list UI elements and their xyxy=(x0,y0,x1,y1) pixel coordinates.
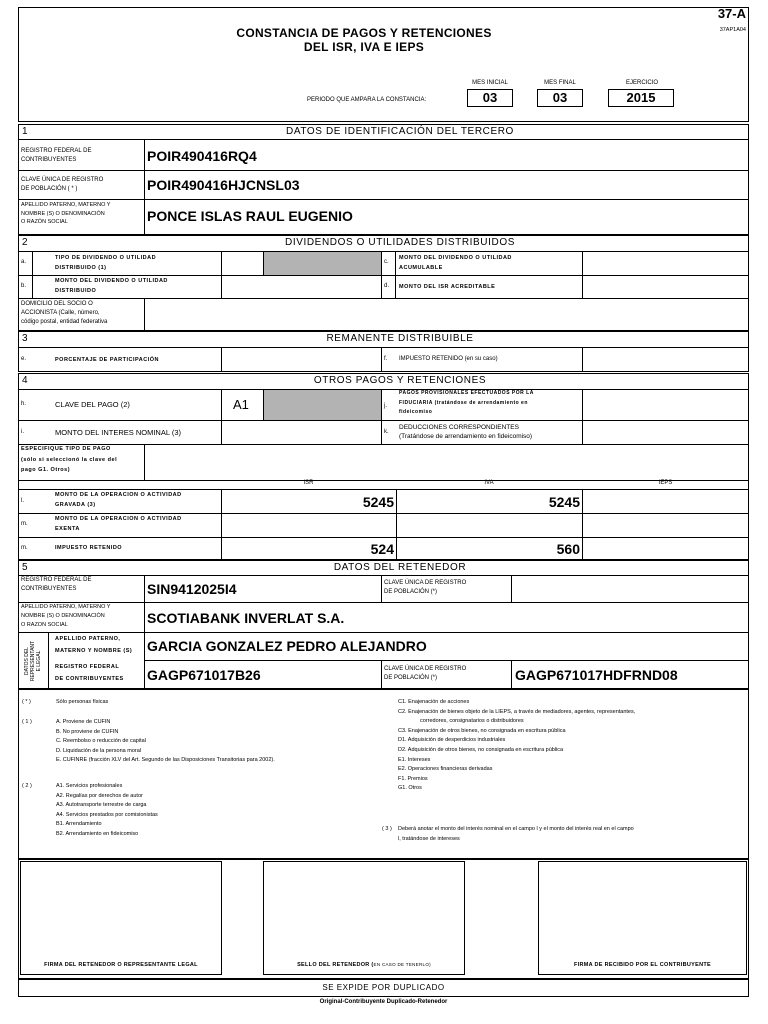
note-star-marker: ( * ) xyxy=(22,699,31,705)
section4-title: OTROS PAGOS Y RETENCIONES xyxy=(313,375,487,386)
ret-isr-value: 524 xyxy=(370,541,394,557)
note-right-item: D1. Adquisición de desperdicios industriales xyxy=(398,737,506,744)
col-isr-header: ISR xyxy=(303,480,314,486)
s1-rfc-label: REGISTRO FEDERAL DE CONTRIBUYENTES xyxy=(21,148,92,163)
l-iva-value: 5245 xyxy=(548,494,580,510)
s5-nombre-label: APELLIDO PATERNO, MATERNO Y NOMBRE (S) O DENOMINACIÓN O RAZON SOCIAL xyxy=(21,604,111,628)
ret-iva-value: 560 xyxy=(556,541,580,557)
b-label: MONTO DEL DIVIDENDO O UTILIDAD DISTRIBUIDO xyxy=(55,278,168,294)
note-right-item: E1. Intereses xyxy=(398,756,431,763)
mes-inicial-field xyxy=(467,89,513,107)
k-label: DEDUCCIONES CORRESPONDIENTES (Tratándose de arrendamiento en fideicomiso) xyxy=(399,424,533,440)
note2-item: B2. Arrendamiento en fideicomiso xyxy=(56,830,139,837)
form-title-line2: DEL ISR, IVA E IEPS xyxy=(303,40,425,54)
e-letter: e. xyxy=(21,356,27,362)
b-letter: b. xyxy=(21,283,27,289)
note-right-item: F1. Premios xyxy=(398,775,428,782)
note2-list xyxy=(56,782,158,840)
rep-curp-value: GAGP671017HDFRND08 xyxy=(515,667,678,683)
s1-curp-value: POIR490416HJCNSL03 xyxy=(147,177,300,193)
note1-item: A. Proviene de CUFIN xyxy=(56,719,111,725)
note-right-item: D2. Adquisición de otros bienes, no consignada en escritura pública xyxy=(398,746,564,753)
section3-title: REMANENTE DISTRIBUIBLE xyxy=(326,333,474,344)
note1-item: D. Liquidación de la persona moral xyxy=(56,747,141,754)
mes-final-field xyxy=(537,89,583,107)
note-right-item: C1. Enajenación de acciones xyxy=(398,699,470,705)
section2-number: 2 xyxy=(22,237,28,248)
signature-sello-small: EN CASO DE TENERLO) xyxy=(373,962,431,967)
note-right-list xyxy=(398,698,635,794)
note-right-item: C2. Enajenación de bienes objeto de la LIEPS, a través de mediadores, agentes, representantes, xyxy=(398,708,636,715)
note-right-item: G1. Otros xyxy=(398,785,422,792)
m1-letter: m. xyxy=(21,521,28,527)
note1-item: E. CUFINRE (fracción XLV del Art. Segundo de las Disposiciones Transitorias para 2002). xyxy=(56,757,275,764)
section5-title: DATOS DEL RETENEDOR xyxy=(333,562,467,573)
section1-number: 1 xyxy=(22,126,28,137)
section5-number: 5 xyxy=(22,562,28,573)
form-title-line1: CONSTANCIA DE PAGOS Y RETENCIONES xyxy=(236,26,492,40)
note3-text: Deberá anotar el monto del interés nominal en el campo l y el monto del interés real en el campo l, tratándose de intereses xyxy=(398,826,634,842)
s5-rfc-value: SIN9412025I4 xyxy=(147,581,237,597)
form-subcode: 37AP1A04 xyxy=(719,27,746,33)
note2-item: B1. Arrendamiento xyxy=(56,821,102,828)
m1-label: MONTO DE LA OPERACION O ACTIVIDAD EXENTA xyxy=(55,516,182,532)
j-letter: j. xyxy=(384,403,387,409)
rep-side-label xyxy=(18,632,48,689)
note-right-item: C3. Enajenación de otros bienes, no consignada en escritura pública xyxy=(398,727,566,734)
c-letter: c. xyxy=(384,259,389,265)
periodo-label: PERIODO QUE AMPARA LA CONSTANCIA: xyxy=(307,97,427,103)
col-ieps-header: IEPS xyxy=(658,480,673,486)
note2-item: A4. Servicios prestados por comisionistas xyxy=(56,811,158,818)
s5-curp-label: CLAVE ÚNICA DE REGISTRO DE POBLACIÓN (*) xyxy=(384,580,467,595)
rep-rfc-label: REGISTRO FEDERAL DE CONTRIBUYENTES xyxy=(55,664,124,682)
signature-box-contribuyente xyxy=(538,861,747,975)
col-iva-header: IVA xyxy=(484,480,494,486)
a-label: TIPO DE DIVIDENDO O UTILIDAD DISTRIBUIDO (1) xyxy=(55,255,157,271)
l-letter: l. xyxy=(21,498,24,504)
h-letter: h. xyxy=(21,401,27,407)
i-letter: i. xyxy=(21,429,24,435)
domicilio-label: DOMICILIO DEL SOCIO O ACCIONISTA (Calle, número, código postal, entidad federativa xyxy=(21,301,108,325)
note2-item: A3. Autotransporte terrestre de carga xyxy=(56,802,147,809)
m2-label: IMPUESTO RETENIDO xyxy=(55,545,123,551)
k-letter: k. xyxy=(384,429,389,435)
section2-title: DIVIDENDOS O UTILIDADES DISTRIBUIDOS xyxy=(285,237,515,248)
rep-nombre-label: APELLIDO PATERNO, MATERNO Y NOMBRE (S) xyxy=(55,636,133,654)
m2-letter: m. xyxy=(21,545,28,551)
section1-box xyxy=(18,124,749,235)
s5-nombre-value: SCOTIABANK INVERLAT S.A. xyxy=(147,610,345,626)
h-shaded-cell xyxy=(263,390,381,420)
note2-item: A1. Servicios profesionales xyxy=(56,783,123,789)
l-isr-value: 5245 xyxy=(362,494,394,510)
c-label: MONTO DEL DIVIDENDO O UTILIDAD ACUMULABLE xyxy=(399,255,512,271)
especifique-label: ESPECIFIQUE TIPO DE PAGO (sólo si seleccionó la clave del pago G1. Otros) xyxy=(21,446,118,473)
signature-sello-label xyxy=(263,962,465,968)
s1-nombre-label: APELLIDO PATERNO, MATERNO Y NOMBRE (S) O DENOMINACIÓN O RAZÓN SOCIAL xyxy=(21,202,111,225)
mes-inicial-label: MES INICIAL xyxy=(472,80,508,86)
e-label: PORCENTAJE DE PARTICIPACIÓN xyxy=(55,357,159,363)
mes-final-value: 03 xyxy=(552,90,568,105)
note1-item: C. Reembolso o reducción de capital xyxy=(56,738,146,745)
note1-list xyxy=(56,718,275,766)
signature-retenedor-label: FIRMA DEL RETENEDOR O REPRESENTANTE LEGAL xyxy=(44,962,198,968)
ejercicio-label: EJERCICIO xyxy=(625,80,658,86)
ejercicio-field xyxy=(608,89,674,107)
note1-marker: ( 1 ) xyxy=(22,719,32,725)
footer-line2: Original-Contribuyente Duplicado-Retenedor xyxy=(319,999,448,1005)
rep-side-label-text: DATOS DEL REPRESENTANT E LEGAL xyxy=(24,640,43,681)
note-star-text: Sólo personas físicas xyxy=(56,699,109,705)
rep-curp-label: CLAVE ÚNICA DE REGISTRO DE POBLACIÓN (*) xyxy=(384,666,467,681)
mes-inicial-value: 03 xyxy=(482,90,498,105)
rep-rfc-value: GAGP671017B26 xyxy=(147,667,261,683)
h-value: A1 xyxy=(233,397,249,412)
s1-nombre-value: PONCE ISLAS RAUL EUGENIO xyxy=(147,208,353,224)
f-label: IMPUESTO RETENIDO (en su caso) xyxy=(399,356,498,362)
section1-title: DATOS DE IDENTIFICACIÓN DEL TERCERO xyxy=(286,126,514,137)
note-right-item: corredores, consignatarios o distribuidores xyxy=(420,718,524,725)
mes-final-label: MES FINAL xyxy=(544,80,576,86)
ejercicio-value: 2015 xyxy=(626,90,656,105)
a-shaded-cell xyxy=(263,252,381,275)
signature-box-retenedor xyxy=(20,861,222,975)
a-letter: a. xyxy=(21,259,27,265)
signature-box-sello xyxy=(263,861,465,975)
d-label: MONTO DEL ISR ACREDITABLE xyxy=(399,284,496,290)
s1-rfc-value: POIR490416RQ4 xyxy=(147,148,257,164)
note1-item: B. No proviene de CUFIN xyxy=(56,728,119,735)
rep-nombre-value: GARCIA GONZALEZ PEDRO ALEJANDRO xyxy=(147,638,427,654)
form-code: 37-A xyxy=(717,6,746,21)
h-label: CLAVE DEL PAGO (2) xyxy=(55,400,130,409)
l-label: MONTO DE LA OPERACION O ACTIVIDAD GRAVADA (3) xyxy=(55,492,182,508)
section4-number: 4 xyxy=(22,375,28,386)
signature-contribuyente-label: FIRMA DE RECIBIDO POR EL CONTRIBUYENTE xyxy=(574,962,711,968)
note3-marker: ( 3 ) xyxy=(382,826,392,832)
signature-sello-main: SELLO DEL RETENEDOR ( xyxy=(297,962,374,968)
note2-item: A2. Regalías por derechos de autor xyxy=(56,792,143,799)
s5-rfc-label: REGISTRO FEDERAL DE CONTRIBUYENTES xyxy=(21,577,92,592)
s1-curp-label: CLAVE ÚNICA DE REGISTRO DE POBLACIÓN ( * ) xyxy=(21,177,104,192)
note2-marker: ( 2 ) xyxy=(22,783,32,789)
note-right-item: E2. Operaciones financieras derivadas xyxy=(398,766,493,773)
j-label: PAGOS PROVISIONALES EFECTUADOS POR LA FIDUCIARIA (tratándose de arrendamiento en fideicomiso xyxy=(399,390,534,415)
footer-line1: SE EXPIDE POR DUPLICADO xyxy=(322,983,445,992)
section3-number: 3 xyxy=(22,333,28,344)
i-label: MONTO DEL INTERES NOMINAL (3) xyxy=(55,428,181,437)
d-letter: d. xyxy=(384,283,390,289)
f-letter: f. xyxy=(384,356,388,362)
